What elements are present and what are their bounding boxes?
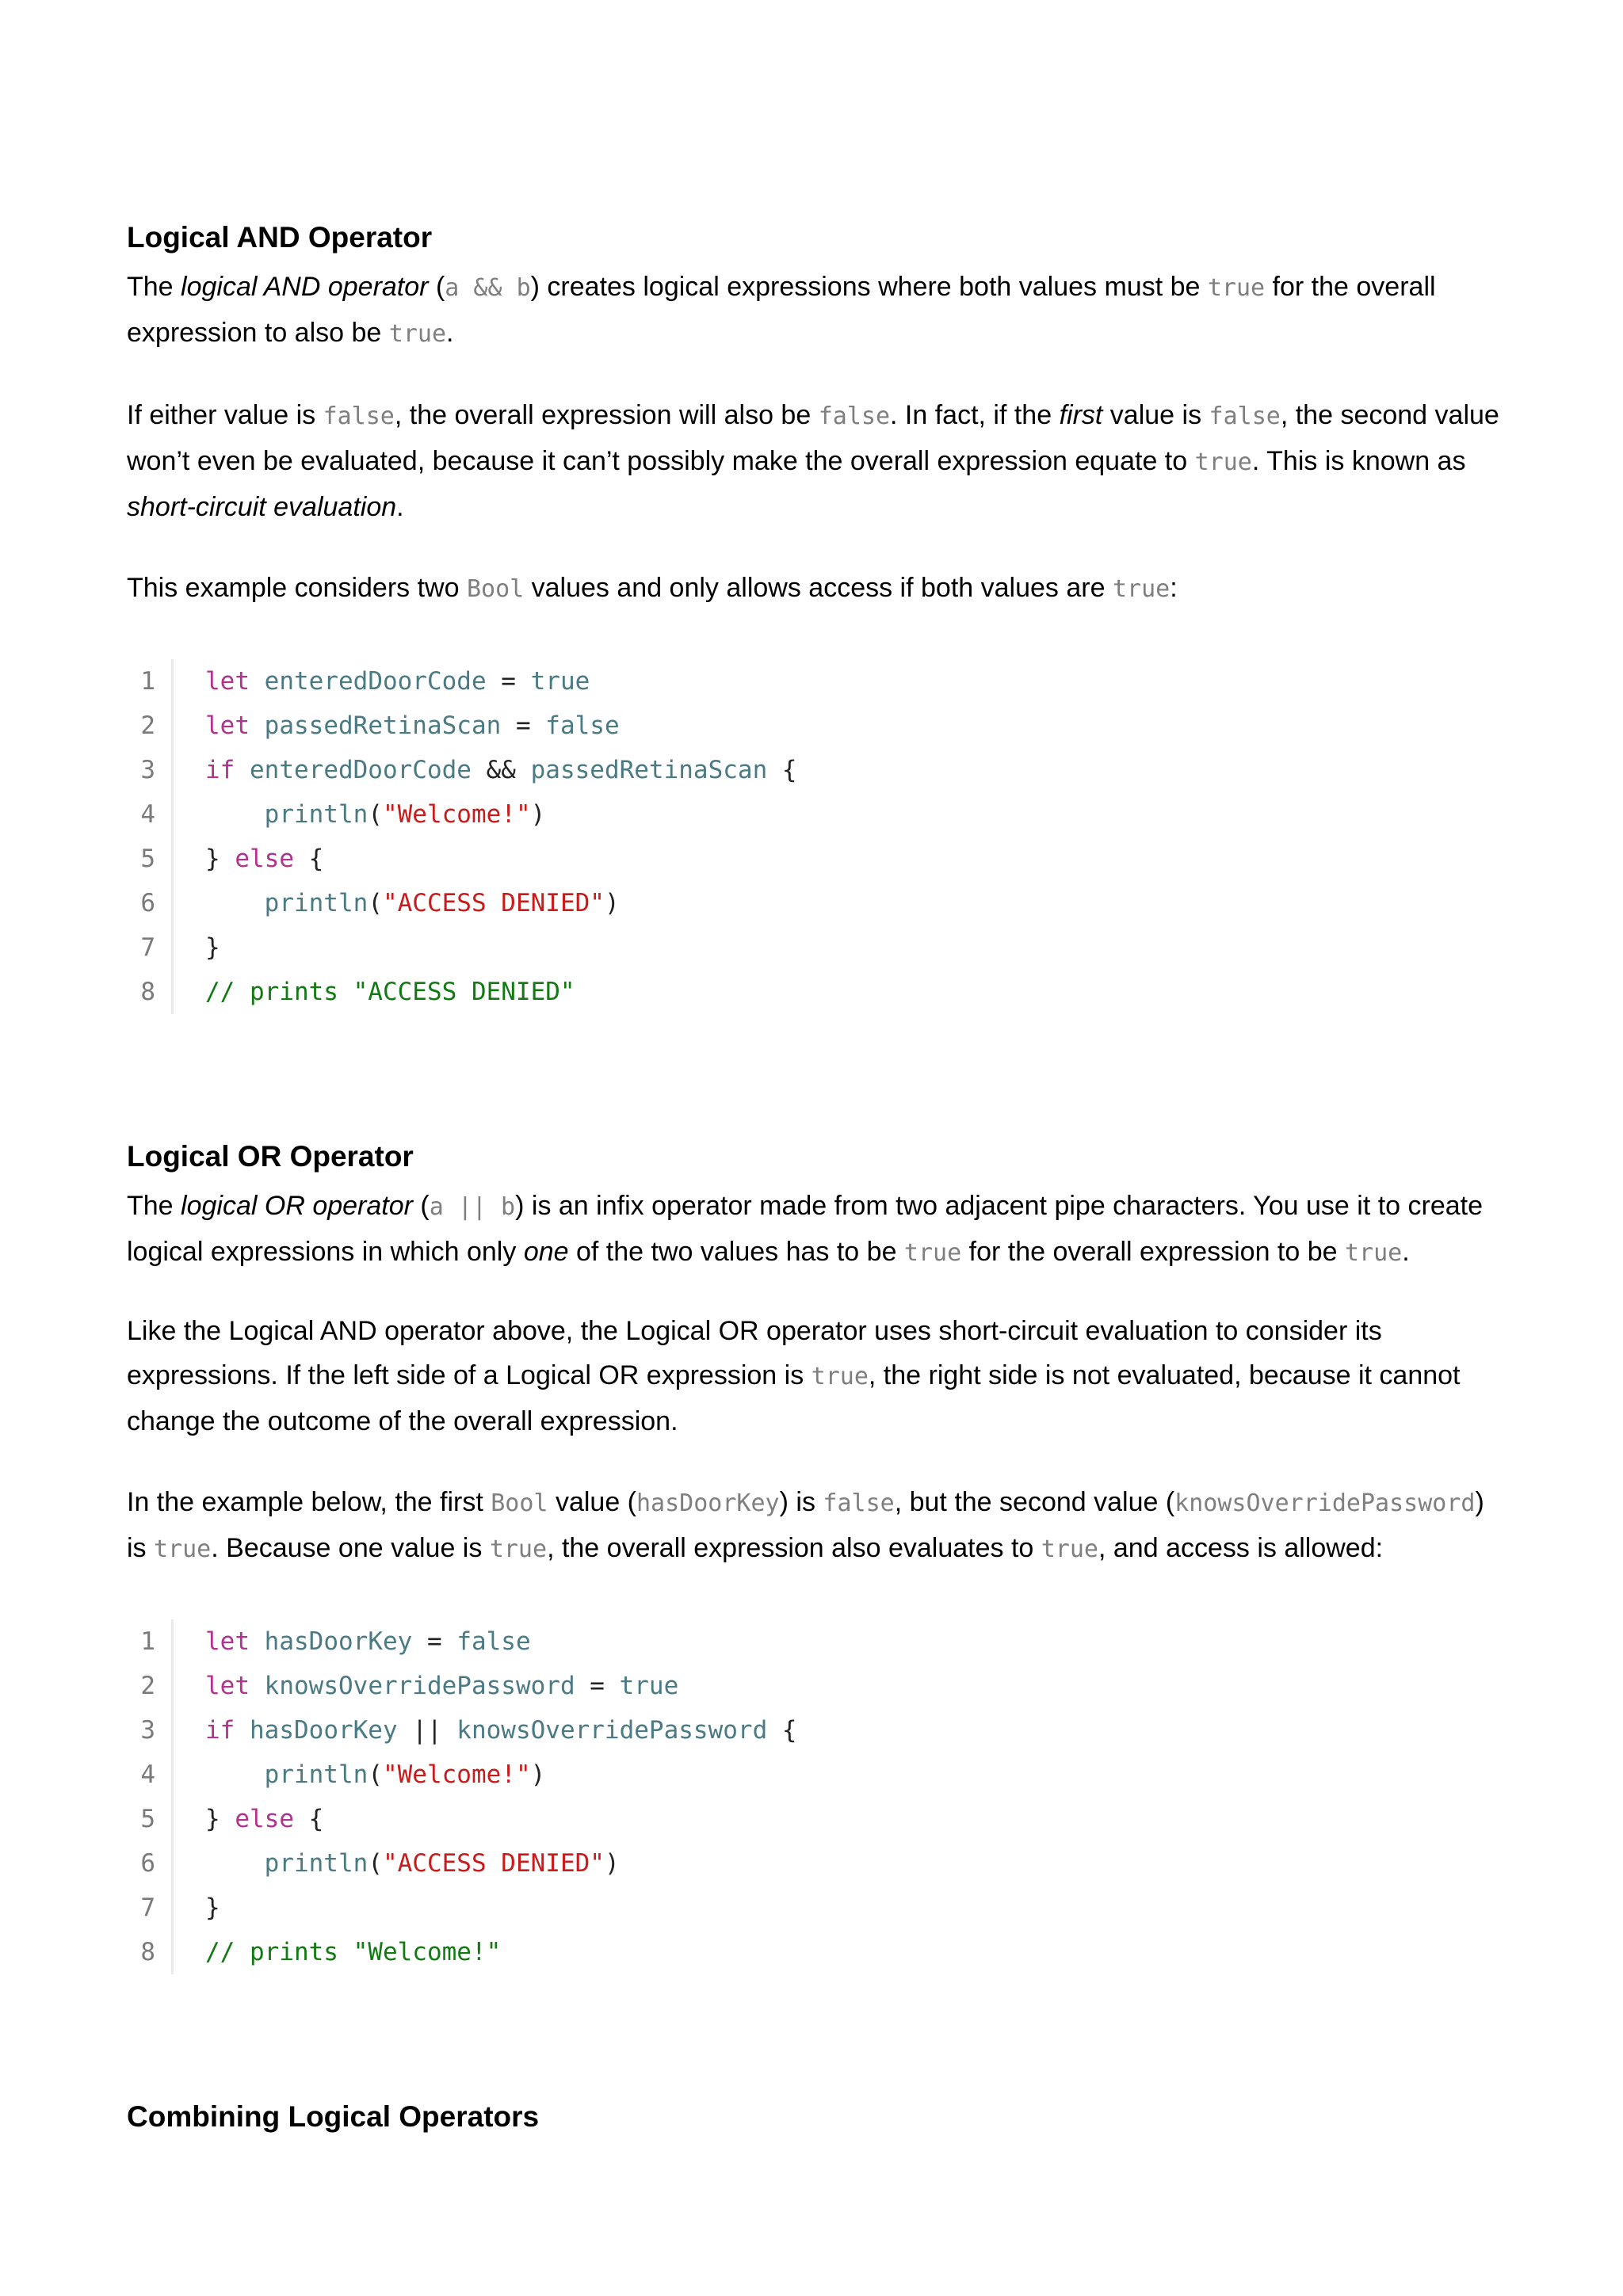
inline-code: false [1209,402,1281,430]
code-block-logical-and [127,659,1506,1014]
inline-code: true [1194,448,1252,476]
line-number: 3 [140,756,155,784]
code-line: 2 let knowsOverridePassword = true [127,1664,1506,1708]
line-number: 5 [140,1805,155,1833]
inline-code: true [1041,1535,1098,1563]
and-paragraph-2: If either value is false, the overall expression will also be false. In fact, if the first value is false, the second value won’t even be evaluated, because it can’t possibly make the overall expression equate to true. This is known as short-circuit evaluation. [127,400,1499,522]
inline-code: Bool [466,575,525,603]
inline-code: hasDoorKey [636,1489,780,1517]
line-number: 8 [140,1938,155,1966]
line-number: 6 [140,1849,155,1878]
inline-code: true [1112,575,1170,603]
and-paragraph-1: The logical AND operator (a && b) creates logical expressions where both values must be true for the overall expression to also be true. [127,272,1436,348]
line-number: 2 [140,1672,155,1700]
inline-code: false [323,402,395,430]
inline-code: a && b [445,274,531,302]
or-paragraph-1: The logical OR operator (a || b) is an infix operator made from two adjacent pipe characters. You use it to create logical expressions in which only one of the two values has to be true for the overall expression to be true. [127,1191,1484,1267]
line-number: 2 [140,711,155,740]
code-line: 6 println("ACCESS DENIED") [127,1841,1506,1886]
line-number: 8 [140,978,155,1006]
line-number: 6 [140,889,155,917]
inline-code: true [903,1239,962,1267]
code-line: 4 println("Welcome!") [127,792,1506,837]
code-line: 7 } [127,925,1506,970]
code-block-logical-or [127,1619,1506,1974]
line-number: 1 [140,1627,155,1656]
line-number: 7 [140,933,155,962]
inline-code: true [1345,1239,1403,1267]
inline-code: true [811,1363,869,1390]
document-page [127,214,1506,2141]
code-line: 5 } else { [127,1797,1506,1841]
inline-code: true [154,1535,212,1563]
line-number: 4 [140,1760,155,1789]
or-paragraph-2: Like the Logical AND operator above, the Logical OR operator uses short-circuit evaluation to consider its expressions. If the left side of a Logical OR expression is true, the right side is not evaluated, because it cannot change the outcome of the overall expression. [127,1316,1461,1436]
code-line: 4 println("Welcome!") [127,1753,1506,1797]
inline-code: true [1207,274,1266,302]
or-paragraph-3: In the example below, the first Bool value (hasDoorKey) is false, but the second value (knowsOverridePassword) is true. Because one value is true, the overall expression also evaluates to true, and access is allowed: [127,1487,1484,1563]
code-line: 3 if hasDoorKey || knowsOverridePassword { [127,1708,1506,1753]
code-line: 8 // prints "ACCESS DENIED" [127,970,1506,1014]
inline-code: true [388,320,447,348]
code-line: 7 } [127,1886,1506,1930]
line-number: 3 [140,1716,155,1745]
section-title-combining-logical: Combining Logical Operators [127,2100,540,2133]
code-line: 1 let hasDoorKey = false [127,1619,1506,1664]
line-number: 7 [140,1894,155,1922]
inline-code: a || b [429,1193,516,1221]
and-paragraph-3: This example considers two Bool values and only allows access if both values are true: [127,573,1178,603]
inline-code: knowsOverridePassword [1174,1489,1476,1517]
line-number: 5 [140,845,155,873]
section-title-logical-and: Logical AND Operator [127,221,433,254]
line-number: 4 [140,800,155,829]
inline-code: true [489,1535,548,1563]
section-title-logical-or: Logical OR Operator [127,1140,414,1173]
code-line: 6 println("ACCESS DENIED") [127,881,1506,925]
inline-code: Bool [491,1489,548,1517]
inline-code: false [823,1489,895,1517]
code-line: 5 } else { [127,837,1506,881]
line-number: 1 [140,667,155,696]
inline-code: false [818,402,891,430]
code-line: 8 // prints "Welcome!" [127,1930,1506,1974]
code-line: 2 let passedRetinaScan = false [127,704,1506,748]
code-line: 1 let enteredDoorCode = true [127,659,1506,704]
code-line: 3 if enteredDoorCode && passedRetinaScan { [127,748,1506,792]
